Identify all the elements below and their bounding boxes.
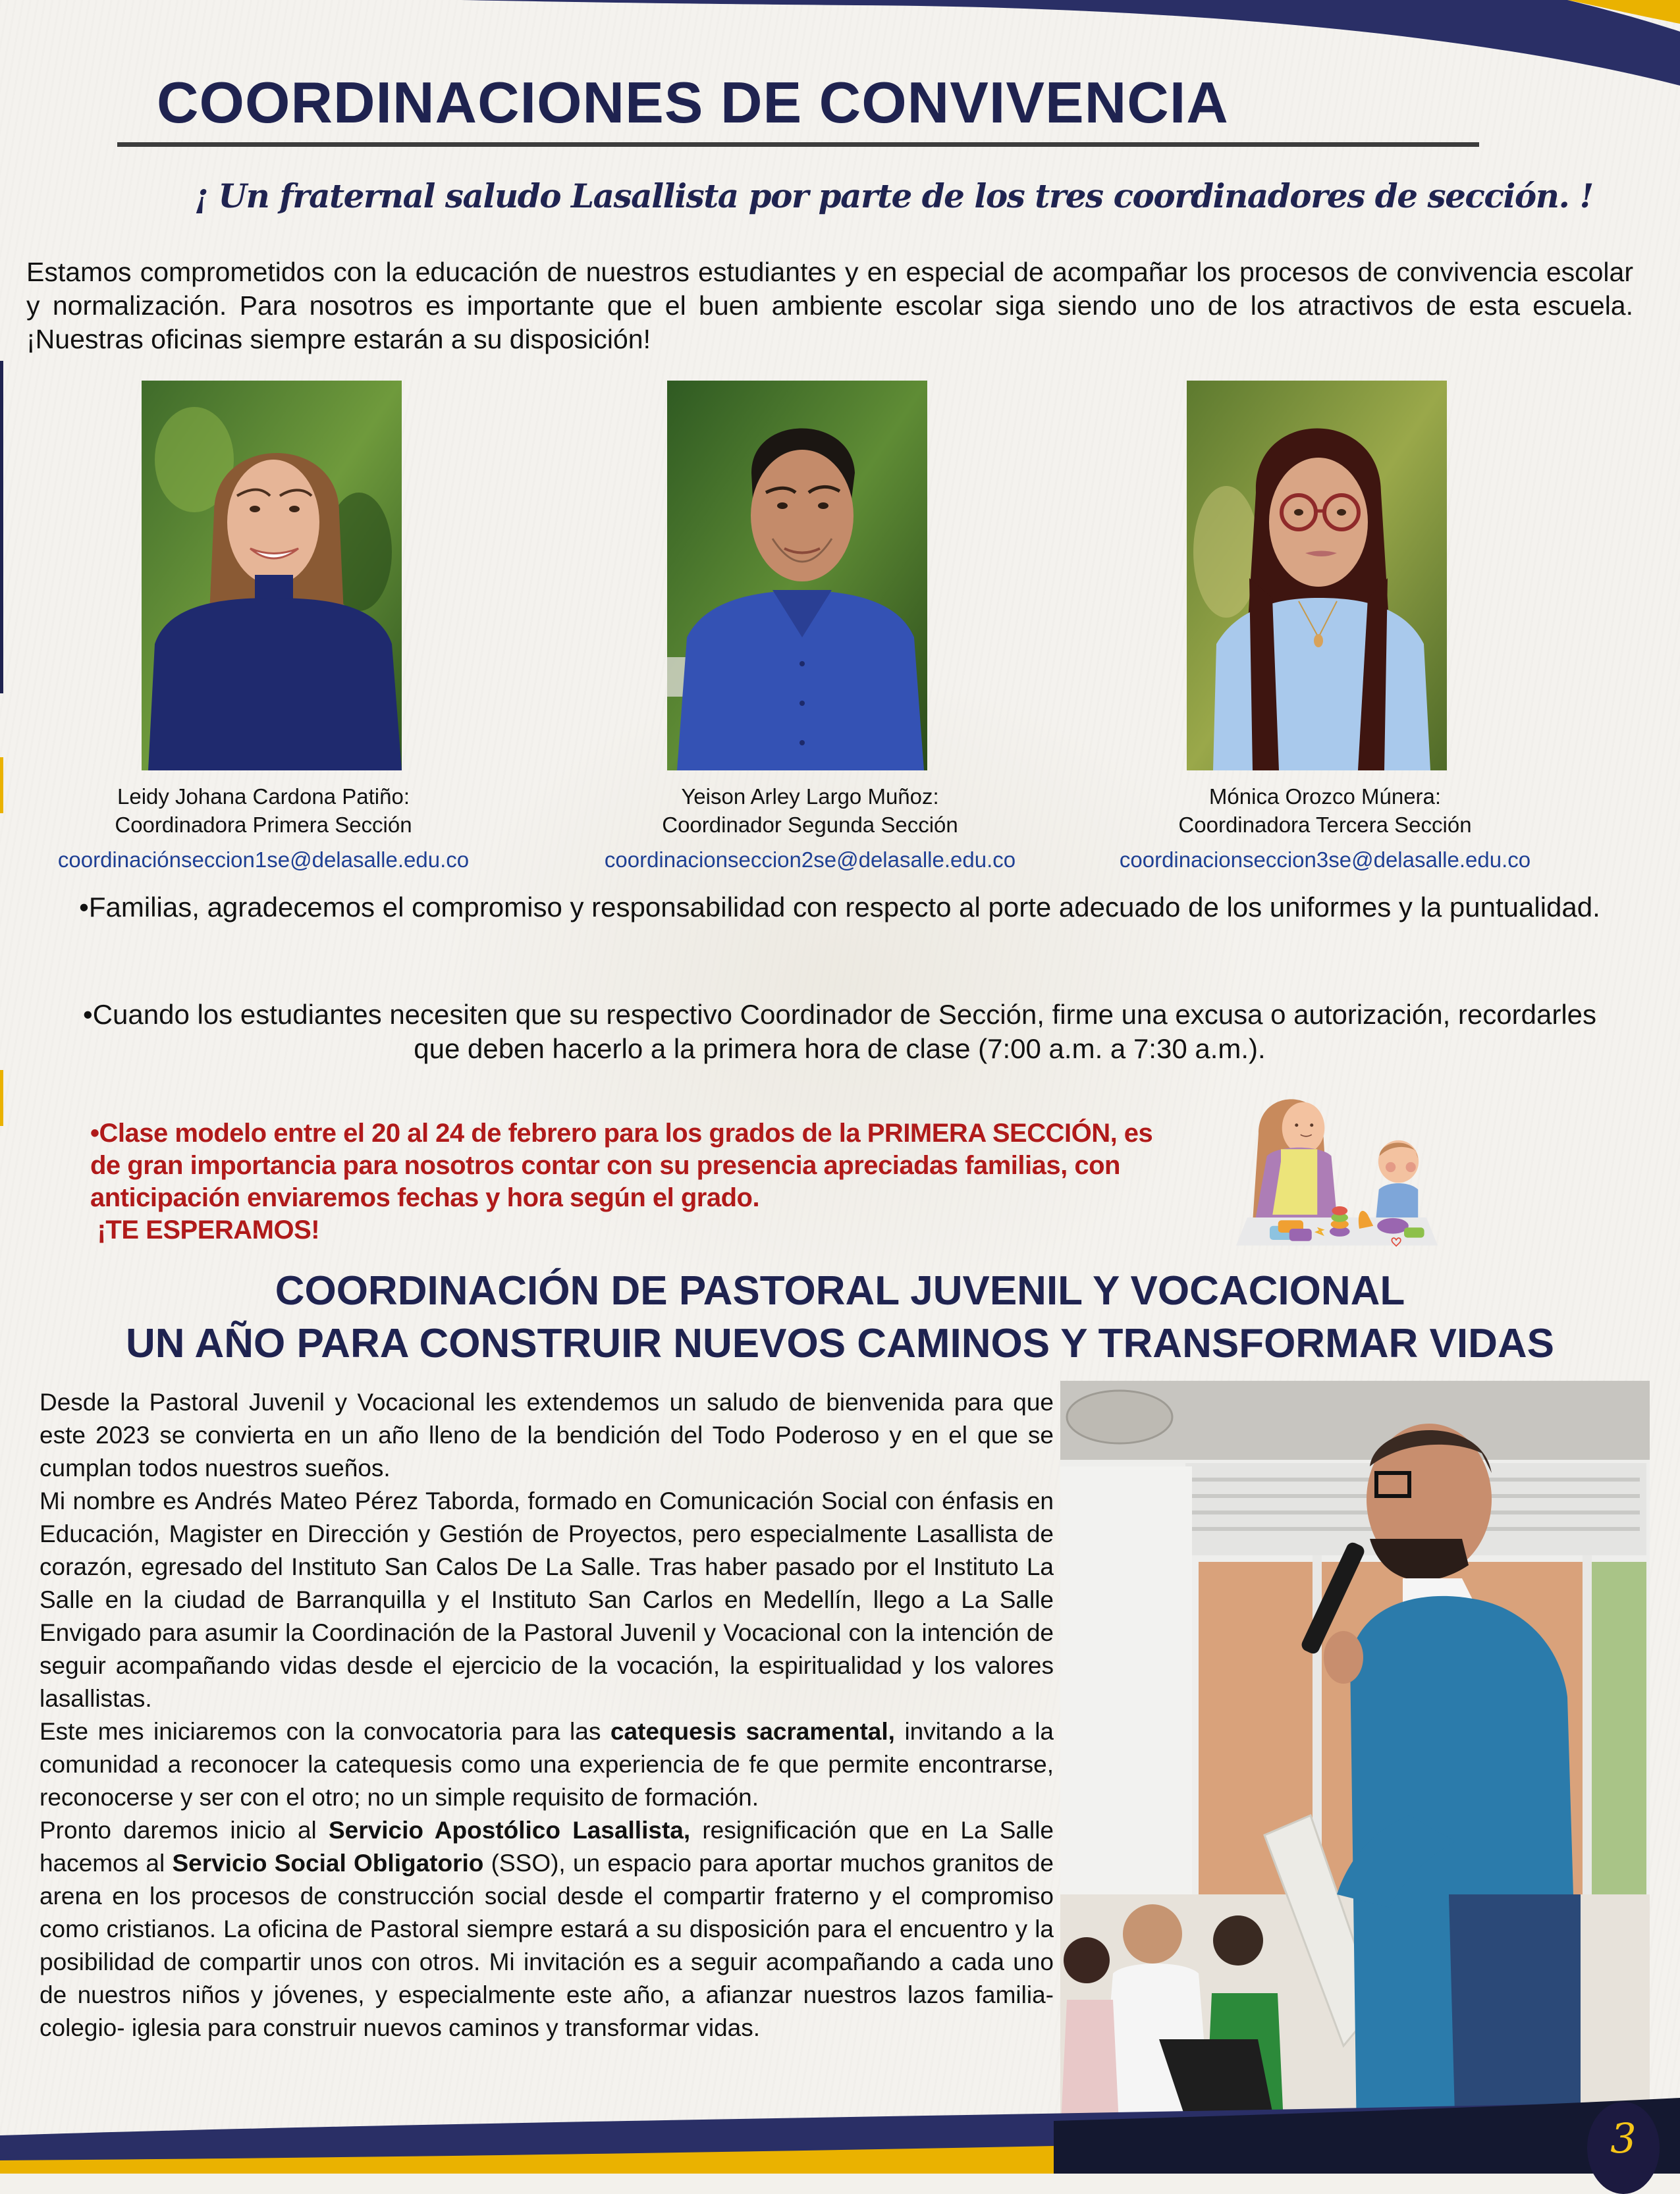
coordinator-name: Mónica Orozco Múnera: bbox=[1208, 784, 1442, 809]
pastoral-paragraph: Mi nombre es Andrés Mateo Pérez Taborda, formado en Comunicación Social con énfasis en Educación, Magister en Dirección y Gestión de Proyectos, pero especialmente Lasallista de corazón, egresado del Instituto San Calos De La Salle. Tras haber pasado por el Instituto La Salle en la ciudad de Barranquilla y el Instituto San Carlos en Medellín, llego a La Salle Envigado para asumir la Coordinación de la Pastoral Juvenil y Vocacional con la intención de seguir acompañando vidas desde el ejercicio de la vocación, la espiritualidad y los valores lasallistas. bbox=[40, 1487, 1054, 1712]
text-span: resignificación que en La Salle hacemos al bbox=[40, 1817, 1054, 1877]
text-span: invitando a la comunidad a reconocer la catequesis como una experiencia de fe que permite encontrarse, reconocerse y ser con el otro; no un simple requisito de formación. bbox=[40, 1718, 1054, 1811]
pastoral-title-line1: COORDINACIÓN DE PASTORAL JUVENIL Y VOCACIONAL bbox=[275, 1268, 1405, 1314]
coordinator-role: Coordinadora Tercera Sección bbox=[1178, 813, 1472, 837]
coordinator-photo-2 bbox=[667, 381, 927, 770]
coordinator-name: Leidy Johana Cardona Patiño: bbox=[117, 784, 410, 809]
coordinator-card-1 bbox=[0, 782, 527, 874]
text-span: Este mes iniciaremos con la convocatoria para las bbox=[40, 1718, 610, 1745]
coordinator-photo-3 bbox=[1187, 381, 1447, 770]
uniform-notice: •Familias, agradecemos el compromiso y responsabilidad con respecto al porte adecuado de los uniformes y la puntualidad. bbox=[79, 892, 1600, 923]
pastoral-title-line2: UN AÑO PARA CONSTRUIR NUEVOS CAMINOS Y TRANSFORMAR VIDAS bbox=[126, 1321, 1554, 1366]
coordinator-name: Yeison Arley Largo Muñoz: bbox=[681, 784, 939, 809]
coordinator-card-3 bbox=[1062, 782, 1588, 874]
text-span: (SSO), un espacio para aportar muchos granitos de arena en los procesos de construcción social desde el compartir fraterno y el compromiso como cristianos. La oficina de Pastoral siempre estará a su disposición para el encuentro y la posibilidad de compartir unos con otros. Mi invitación es a seguir acompañando a cada uno de nuestros niños y jóvenes, y especialmente este año, a afianzar nuestros lazos familia- colegio- iglesia para construir nuevos caminos y transformar vidas. bbox=[40, 1850, 1054, 2041]
coordinator-email-link[interactable]: coordinacionseccion3se@delasalle.edu.co bbox=[1119, 847, 1531, 872]
coordinator-role: Coordinador Segunda Sección bbox=[662, 813, 958, 837]
bold-catequesis: catequesis sacramental, bbox=[610, 1718, 895, 1745]
coordinator-photo-1 bbox=[142, 381, 402, 770]
pastoral-event-photo bbox=[1060, 1381, 1650, 2138]
model-class-line: •Clase modelo entre el 20 al 24 de febrero para los grados de la PRIMERA SECCIÓN, es bbox=[90, 1119, 1153, 1148]
pastoral-paragraph bbox=[40, 1814, 1054, 2045]
pastoral-paragraph bbox=[40, 1715, 1054, 1814]
coordinator-role: Coordinadora Primera Sección bbox=[115, 813, 412, 837]
coordinator-email-link[interactable]: coordinacionseccion2se@delasalle.edu.co bbox=[604, 847, 1016, 872]
bottom-band-decoration bbox=[0, 2095, 1680, 2174]
title-underline bbox=[117, 142, 1479, 147]
mother-child-illustration bbox=[1225, 1080, 1449, 1254]
page-number: 3 bbox=[1610, 2114, 1637, 2162]
model-class-line: de gran importancia para nosotros contar con su presencia apreciadas familias, con bbox=[90, 1151, 1120, 1180]
coordinator-email-link[interactable]: coordinaciónseccion1se@delasalle.edu.co bbox=[57, 847, 470, 872]
page-number-badge bbox=[1587, 2102, 1660, 2194]
bold-servicio-apostolico: Servicio Apostólico Lasallista, bbox=[328, 1817, 691, 1844]
te-esperamos-line: ¡TE ESPERAMOS! bbox=[90, 1216, 320, 1244]
bold-servicio-social: Servicio Social Obligatorio bbox=[172, 1850, 484, 1877]
coordinator-card-2 bbox=[547, 782, 1073, 874]
left-edge-navy-bar bbox=[0, 361, 3, 693]
greeting-subtitle: ¡ Un fraternal saludo Lasallista por parte de los tres coordinadores de sección. ! bbox=[194, 176, 1593, 215]
pastoral-body bbox=[40, 1386, 1054, 2045]
pastoral-paragraph: Desde la Pastoral Juvenil y Vocacional les extendemos un saludo de bienvenida para que este 2023 se convierta en un año lleno de la bendición del Todo Poderoso y en el que se cumplan todos nuestros sueños. bbox=[40, 1389, 1054, 1482]
page-title: COORDINACIONES DE CONVIVENCIA bbox=[157, 70, 1229, 135]
model-class-notice bbox=[90, 1117, 1210, 1246]
intro-paragraph: Estamos comprometidos con la educación de nuestros estudiantes y en especial de acompañar los procesos de convivencia escolar y normalización. Para nosotros es importante que el buen ambiente escolar siga siendo uno de los atractivos de esta escuela. ¡Nuestras oficinas siempre estarán a su disposición! bbox=[26, 257, 1633, 354]
left-edge-gold-bar bbox=[0, 1070, 3, 1126]
text-span: Pronto daremos inicio al bbox=[40, 1817, 329, 1844]
model-class-line: anticipación enviaremos fechas y hora según el grado. bbox=[90, 1183, 760, 1212]
excuse-notice: •Cuando los estudiantes necesiten que su respectivo Coordinador de Sección, firme una excusa o autorización, recordarles que deben hacerlo a la primera hora de clase (7:00 a.m. a 7:30 a.m.). bbox=[82, 999, 1597, 1064]
